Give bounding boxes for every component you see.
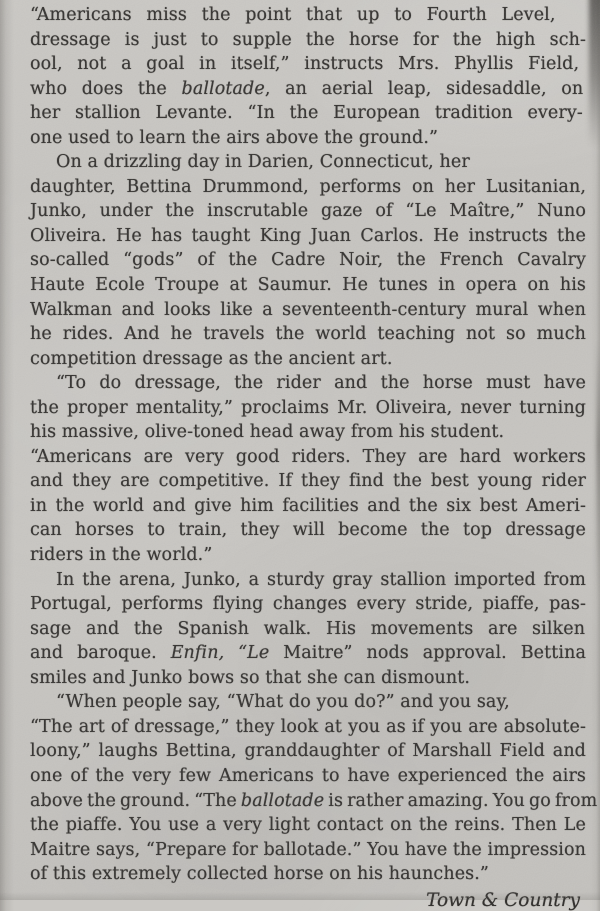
text-line: [30, 199, 586, 224]
scan-edge-shadow-right: [596, 340, 600, 600]
text-run: can horses to train, they will become the top dressage: [30, 520, 586, 541]
text-run: “Americans miss the point that up to Fourth Level,: [30, 5, 556, 25]
text-run: is rather amazing. You go from: [324, 790, 598, 811]
text-line: [30, 813, 586, 838]
text-line: [30, 175, 586, 200]
text-line: [30, 298, 586, 323]
text-line: [30, 789, 598, 814]
italic-text-run: ballotade: [181, 78, 265, 99]
text-run: “The art of dressage,” they look at you as if you are absolute-: [30, 716, 586, 737]
text-run: daughter, Bettina Drummond, performs on her Lusitanian,: [30, 176, 586, 197]
text-line: [30, 666, 586, 691]
text-run: and baroque.: [30, 643, 171, 664]
text-run: dressage is just to supple the horse for the high sch-: [30, 29, 586, 50]
text-run: In the arena, Junko, a sturdy gray stallion imported from: [56, 569, 586, 590]
text-line: [30, 592, 586, 617]
text-run: Maitre says, “Prepare for ballotade.” You have the impression: [30, 839, 586, 860]
text-line: [30, 322, 586, 347]
text-run: and they are competitive. If they find the best young rider: [30, 471, 586, 492]
text-line: [30, 52, 586, 77]
italic-text-run: Enfin, “Le: [170, 643, 270, 664]
text-run: smiles and Junko bows so that she can dismount.: [30, 667, 471, 688]
text-line: [30, 690, 586, 715]
text-run: Maitre” nods approval. Bettina: [269, 643, 586, 664]
text-line: [30, 28, 586, 53]
text-run: who does the: [30, 78, 182, 99]
text-run: Oliveira. He has taught King Juan Carlos. He instructs the: [30, 225, 586, 246]
text-run: her stallion Levante. “In the European tradition every-: [30, 103, 583, 124]
text-line: [30, 641, 586, 666]
text-run: , an aerial leap, sidesaddle, on: [264, 78, 584, 99]
text-run: of this extremely collected horse on his haunches.”: [30, 864, 489, 885]
text-line: [30, 248, 586, 273]
text-run: Haute Ecole Troupe at Saumur. He tunes in opera on his: [30, 275, 586, 296]
text-line: [30, 568, 586, 593]
text-line: [30, 739, 586, 764]
text-line: [30, 224, 586, 249]
text-run: sage and the Spanish walk. His movements are silken: [30, 618, 586, 639]
text-run: the proper mentality,” proclaims Mr. Oliveira, never turning: [30, 397, 586, 418]
attribution-row: [30, 889, 586, 911]
text-run: Junko, under the inscrutable gaze of “Le Maître,” Nuno: [30, 201, 586, 222]
text-line: [30, 617, 586, 642]
text-line: [30, 150, 586, 175]
article-text: [30, 3, 598, 887]
italic-text-run: ballotade: [240, 790, 325, 811]
text-run: he rides. And he travels the world teaching not so much: [30, 324, 586, 345]
text-run: one of the very few Americans to have experienced the airs: [30, 765, 586, 786]
text-run: so-called “gods” of the Cadre Noir, the French Cavalry: [30, 250, 586, 271]
text-line: [30, 371, 586, 396]
text-line: [30, 126, 586, 151]
text-line: [30, 838, 586, 863]
text-run: ool, not a goal in itself,” instructs Mrs. Phyllis Field,: [30, 54, 580, 75]
text-line: [30, 396, 586, 421]
text-line: [30, 101, 586, 126]
text-run: “When people say, “What do you do?” and you say,: [56, 692, 510, 713]
text-line: [30, 3, 586, 28]
scan-edge-shadow-top-right: [589, 0, 600, 148]
text-run: Walkman and looks like a seventeenth-century mural when: [30, 299, 586, 320]
text-line: [30, 347, 586, 372]
text-run: one used to learn the airs above the ground.”: [30, 127, 439, 148]
text-run: “Americans are very good riders. They are hard workers: [30, 446, 586, 467]
text-run: loony,” laughs Bettina, granddaughter of Marshall Field and: [30, 741, 586, 762]
text-line: [30, 518, 586, 543]
text-line: [30, 494, 586, 519]
text-line: [30, 715, 586, 740]
text-run: in the world and give him facilities and the six best Ameri-: [30, 495, 586, 516]
text-line: [30, 445, 586, 470]
text-run: Portugal, performs flying changes every stride, piaffe, pas-: [30, 594, 586, 615]
text-line: [30, 77, 586, 102]
text-run: On a drizzling day in Darien, Connecticut, her: [56, 152, 470, 173]
attribution: Town & Country: [426, 890, 580, 911]
text-line: [30, 469, 586, 494]
text-run: above the ground. “The: [30, 790, 241, 811]
text-line: [30, 862, 586, 887]
text-run: competition dressage as the ancient art.: [30, 348, 393, 369]
text-line: [30, 764, 586, 789]
text-run: the piaffe. You use a very light contact on the reins. Then Le: [30, 815, 586, 836]
text-run: riders in the world.”: [30, 545, 213, 566]
text-run: “To do dressage, the rider and the horse must have: [56, 373, 586, 394]
text-run: his massive, olive-toned head away from his student.: [30, 422, 505, 443]
text-line: [30, 543, 586, 568]
text-line: [30, 420, 586, 445]
text-line: [30, 273, 586, 298]
